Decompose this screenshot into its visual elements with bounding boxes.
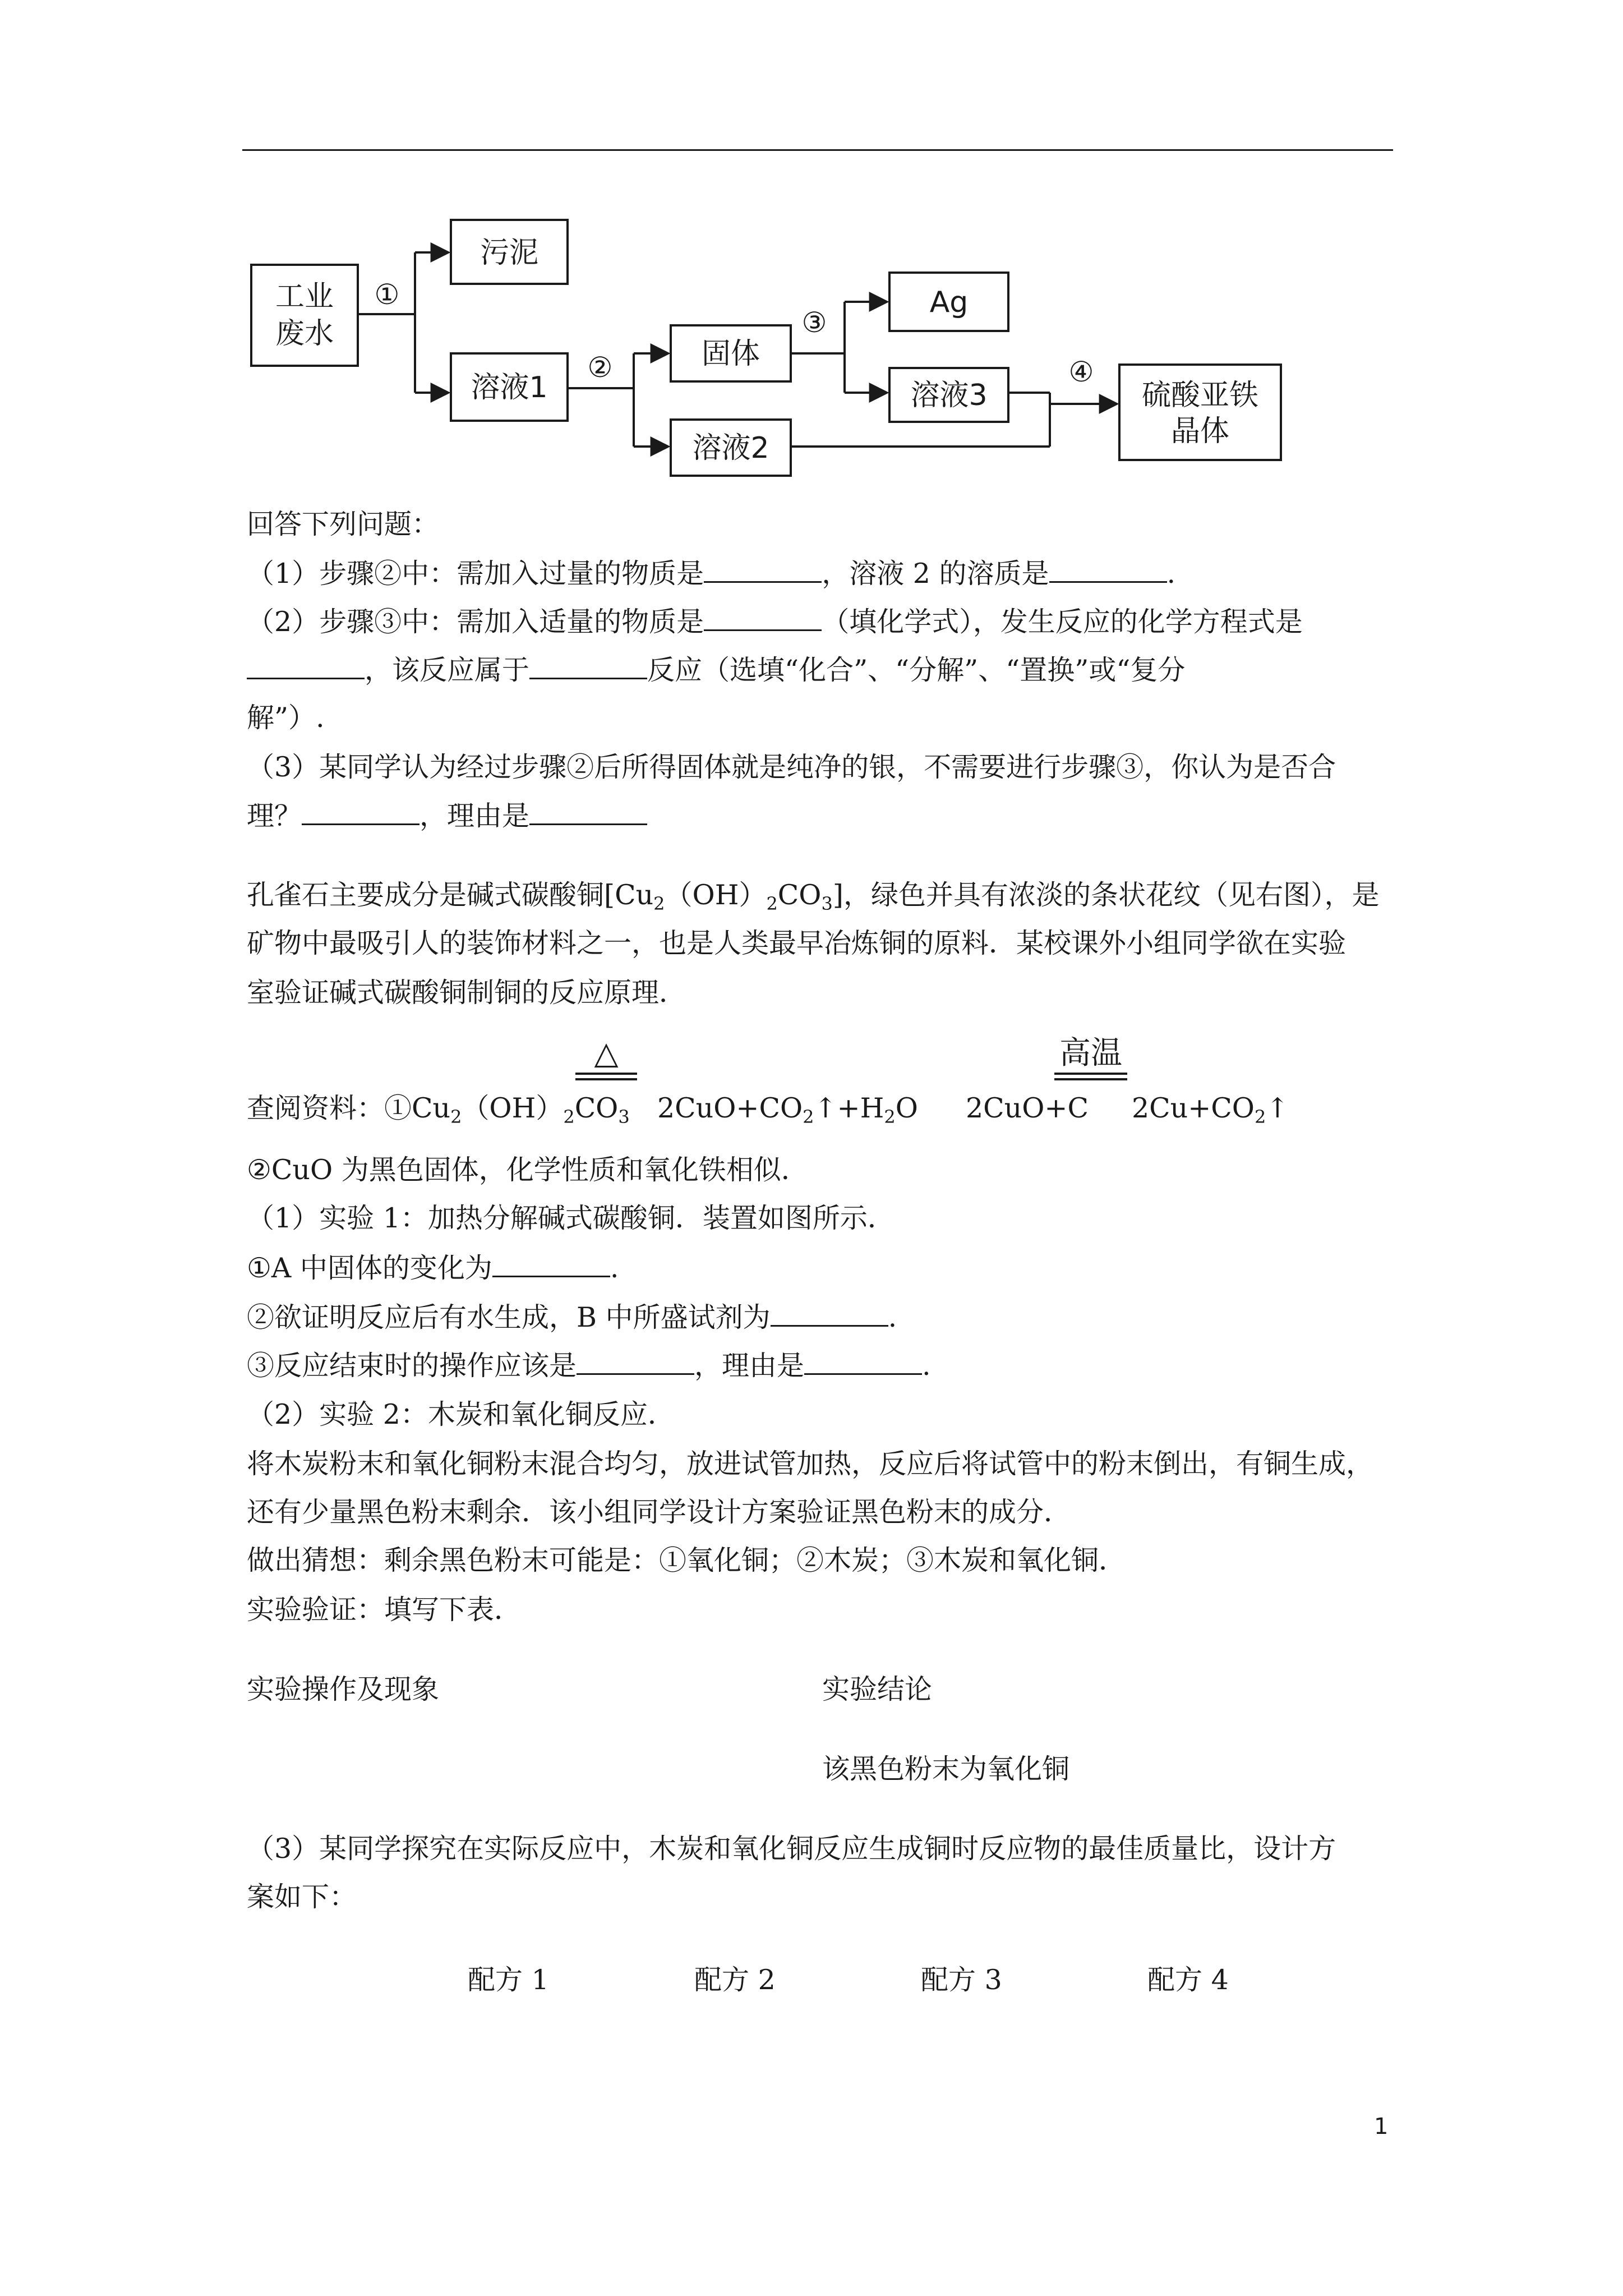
reference-2: ②CuO 为黑色固体，化学性质和氧化铁相似． — [247, 1154, 809, 1186]
recipe-3-label: 配方 3 — [921, 1964, 1002, 1996]
heat-condition-symbol: △ — [594, 1035, 619, 1071]
table-cell-conclusion: 该黑色粉末为氧化铜 — [822, 1753, 1070, 1785]
hypothesis: 做出猜想：剩余黑色粉末可能是：①氧化铜；②木炭；③木炭和氧化铜． — [247, 1544, 1127, 1576]
experiment-1-q-a: ①A 中固体的变化为 . — [247, 1252, 619, 1284]
experiment-2-text-line1: 将木炭粉末和氧化铜粉末混合均匀，放进试管加热，反应后将试管中的粉末倒出，有铜生成， — [247, 1448, 1374, 1480]
q2-intro-line1: 孔雀石主要成分是碱式碳酸铜$[Cu_2(OH)_2CO_3]$，绿色并具有浓淡的条状花纹（见右图），是 — [247, 879, 1380, 914]
high-temp-condition-bar — [1054, 1078, 1127, 1080]
label-wastewater-line1: 工业 — [275, 280, 334, 314]
q1-part1: （1）步骤②中：需加入过量的物质是 ，溶液 2 的溶质是 . — [247, 558, 1176, 590]
answer-blank[interactable] — [247, 653, 365, 679]
q2-intro-line2: 矿物中最吸引人的装饰材料之一，也是人类最早冶炼铜的原料．某校课外小组同学欲在实验 — [247, 927, 1347, 959]
answer-blank[interactable] — [771, 1300, 888, 1327]
label-crystal-line2: 晶体 — [1170, 415, 1230, 448]
label-wastewater-line2: 废水 — [275, 317, 334, 351]
reference-equation-1-products: $2CuO+CO_2↑+H_2O$ — [657, 1092, 918, 1128]
q1-part2-line1: （2）步骤③中：需加入适量的物质是 （填化学式），发生反应的化学方程式是 — [247, 606, 1303, 638]
answer-blank[interactable] — [492, 1251, 610, 1277]
answer-blank[interactable] — [804, 1349, 922, 1375]
q1-part3-line2: 理？ ，理由是 — [247, 799, 647, 833]
answer-blank[interactable] — [302, 799, 419, 825]
q2-intro-line3: 室验证碱式碳酸铜制铜的反应原理． — [247, 977, 687, 1009]
label-solution3: 溶液3 — [910, 379, 988, 412]
header-rule — [242, 149, 1393, 151]
experiment-1-q-c: ③反应结束时的操作应该是 ，理由是 . — [247, 1350, 931, 1382]
answer-blank[interactable] — [704, 556, 822, 583]
answer-blank[interactable] — [577, 1349, 694, 1375]
reference-equation-1-reactant: 查阅资料：$①Cu_2(OH)_2CO_3$ — [247, 1092, 630, 1128]
q1-part2-line3: 解”）. — [247, 702, 325, 734]
recipe-4-label: 配方 4 — [1147, 1964, 1229, 1996]
q1-part2-line2: ，该反应属于 反应（选填“化合”、“分解”、“置换”或“复分 — [247, 653, 1185, 687]
step-4-marker: ④ — [1068, 356, 1094, 388]
answer-blank[interactable] — [1049, 556, 1167, 583]
label-ag: Ag — [929, 286, 969, 319]
experiment-2-text-line2: 还有少量黑色粉末剩余．该小组同学设计方案验证黑色粉末的成分． — [247, 1496, 1072, 1528]
experiment-1-heading: （1）实验 1：加热分解碱式碳酸铜．装置如图所示． — [247, 1202, 895, 1234]
experiment-2-heading: （2）实验 2：木炭和氧化铜反应． — [247, 1398, 675, 1430]
answer-blank[interactable] — [529, 799, 647, 825]
label-solid: 固体 — [701, 337, 760, 371]
table-header-operation: 实验操作及现象 — [247, 1673, 440, 1705]
label-sludge: 污泥 — [479, 236, 539, 270]
table-header-conclusion: 实验结论 — [822, 1673, 933, 1705]
experiment-3-line2: 案如下： — [247, 1881, 357, 1913]
high-temp-condition-bar — [1054, 1073, 1127, 1075]
experiment-1-q-b: ②欲证明反应后有水生成，B 中所盛试剂为 . — [247, 1301, 897, 1333]
reference-equation-2-reactants: 2CuO+C — [966, 1092, 1089, 1124]
page-number: 1 — [1374, 2114, 1389, 2139]
recipe-1-label: 配方 1 — [468, 1964, 549, 1996]
q1-part3-line1: （3）某同学认为经过步骤②后所得固体就是纯净的银，不需要进行步骤③，你认为是否合 — [247, 751, 1336, 783]
recipe-2-label: 配方 2 — [694, 1964, 776, 1996]
heat-condition-bar — [575, 1078, 637, 1080]
verification-instruction: 实验验证：填写下表． — [247, 1594, 522, 1626]
answer-blank[interactable] — [529, 653, 647, 679]
answer-blank[interactable] — [704, 605, 822, 631]
q1-intro: 回答下列问题： — [247, 508, 440, 540]
experiment-3-line1: （3）某同学探究在实际反应中，木炭和氧化铜反应生成铜时反应物的最佳质量比，设计方 — [247, 1833, 1336, 1865]
label-solution1: 溶液1 — [471, 371, 548, 404]
step-2-marker: ② — [587, 351, 613, 384]
label-solution2: 溶液2 — [692, 431, 769, 465]
heat-condition-bar — [575, 1073, 637, 1075]
label-crystal-line1: 硫酸亚铁 — [1141, 379, 1259, 412]
step-3-marker: ③ — [801, 306, 827, 339]
reference-equation-2-products: $2Cu+CO_2↑$ — [1132, 1092, 1289, 1128]
step-1-marker: ① — [374, 278, 400, 311]
high-temp-condition: 高温 — [1059, 1035, 1122, 1071]
process-flowchart — [247, 213, 1290, 482]
